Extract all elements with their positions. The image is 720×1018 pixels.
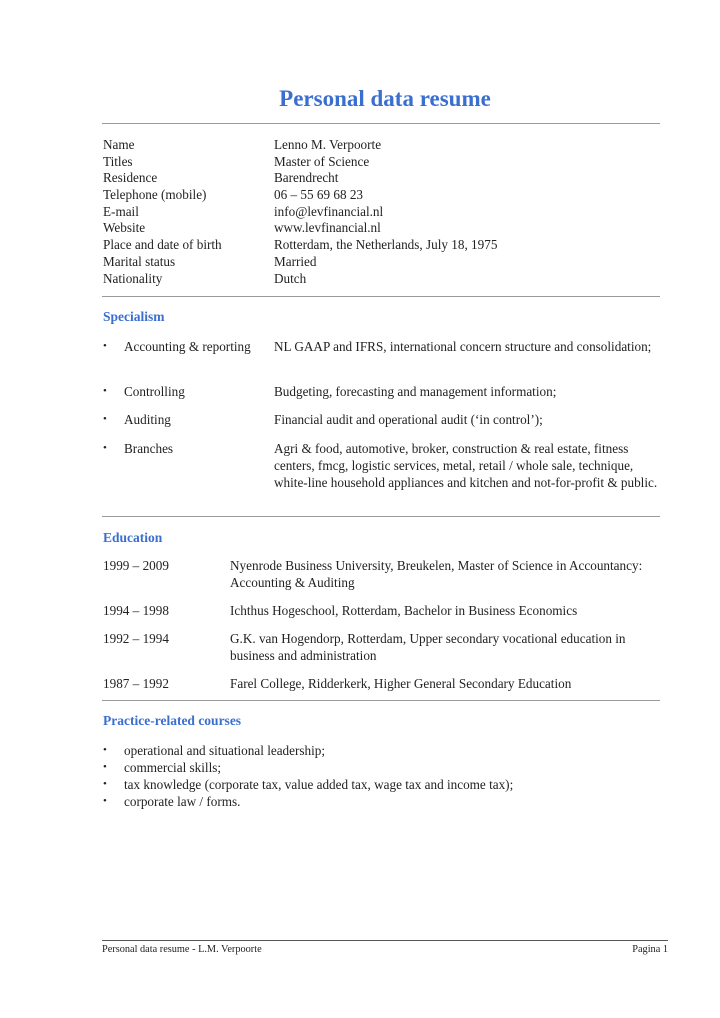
detail-row-marital-status	[103, 254, 497, 271]
personal-details	[103, 137, 497, 287]
course-text: operational and situational leadership;	[124, 743, 326, 758]
bullet-icon: •	[103, 778, 107, 790]
education-description: Nyenrode Business University, Breukelen, Master of Science in Accountancy: Accounting & Auditing	[230, 558, 643, 590]
course-item	[103, 793, 513, 810]
detail-value: www.levfinancial.nl	[274, 220, 381, 236]
detail-label: Website	[103, 220, 146, 236]
detail-row-website	[103, 220, 497, 237]
education-item	[103, 630, 663, 664]
detail-value: Married	[274, 253, 317, 269]
detail-label: Residence	[103, 170, 158, 186]
bullet-icon: •	[103, 413, 107, 425]
detail-row-birth	[103, 237, 497, 254]
specialism-description: Agri & food, automotive, broker, construction & real estate, fitness centers, fmcg, logistic services, metal, retail / whole sale, technique, white-line household appliances and kitchen and not-for-profit & public.	[274, 441, 658, 490]
page-number: Pagina 1	[632, 944, 668, 955]
specialism-item	[103, 383, 663, 400]
detail-value: Rotterdam, the Netherlands, July 18, 1975	[274, 237, 498, 253]
detail-value: Lenno M. Verpoorte	[274, 137, 382, 152]
bullet-icon: •	[103, 795, 107, 807]
education-period: 1994 – 1998	[103, 603, 169, 618]
course-text: tax knowledge (corporate tax, value added tax, wage tax and income tax);	[124, 777, 514, 792]
detail-label: Name	[103, 137, 135, 152]
bullet-icon: •	[103, 385, 107, 397]
courses-list	[103, 742, 513, 810]
detail-label: Marital status	[103, 253, 176, 269]
footer-document-label: Personal data resume - L.M. Verpoorte	[102, 944, 262, 955]
education-description: Farel College, Ridderkerk, Higher General Secondary Education	[230, 676, 572, 691]
personal-divider	[102, 296, 660, 297]
education-heading: Education	[103, 530, 163, 545]
detail-value: Dutch	[274, 270, 307, 286]
specialism-heading: Specialism	[103, 309, 165, 324]
course-text: corporate law / forms.	[124, 794, 241, 809]
specialism-label: Auditing	[124, 412, 171, 427]
education-description: G.K. van Hogendorp, Rotterdam, Upper secondary vocational education in business and administration	[230, 631, 626, 663]
education-period: 1992 – 1994	[103, 631, 169, 646]
detail-label: Titles	[103, 153, 133, 169]
specialism-label: Branches	[124, 441, 174, 456]
education-description: Ichthus Hogeschool, Rotterdam, Bachelor in Business Economics	[230, 603, 578, 618]
detail-row-telephone	[103, 187, 497, 204]
bullet-icon: •	[103, 442, 107, 454]
page-footer	[102, 944, 668, 955]
detail-value: Barendrecht	[274, 170, 339, 186]
bullet-icon: •	[103, 340, 107, 352]
course-text: commercial skills;	[124, 760, 222, 775]
courses-heading: Practice-related courses	[103, 713, 242, 728]
detail-row-residence	[103, 170, 497, 187]
detail-value: Master of Science	[274, 153, 370, 169]
document-title: Personal data resume	[279, 86, 491, 111]
detail-label: Place and date of birth	[103, 237, 222, 253]
bullet-icon: •	[103, 761, 107, 773]
detail-row-email	[103, 204, 497, 221]
specialism-divider	[102, 516, 660, 517]
specialism-label: Accounting & reporting	[124, 339, 251, 354]
specialism-item	[103, 411, 663, 428]
education-item	[103, 675, 663, 692]
specialism-item	[103, 440, 663, 491]
detail-label: E-mail	[103, 203, 139, 219]
title-divider	[102, 123, 660, 124]
specialism-item	[103, 338, 663, 355]
detail-row-name	[103, 137, 497, 154]
bullet-icon: •	[103, 744, 107, 756]
education-divider	[102, 700, 660, 701]
detail-label: Nationality	[103, 270, 163, 286]
detail-value: 06 – 55 69 68 23	[274, 187, 364, 203]
detail-row-titles	[103, 154, 497, 171]
specialism-description: Financial audit and operational audit (‘in control’);	[274, 412, 543, 427]
detail-row-nationality	[103, 271, 497, 288]
detail-value: info@levfinancial.nl	[274, 203, 384, 219]
detail-label: Telephone (mobile)	[103, 187, 207, 203]
specialism-description: NL GAAP and IFRS, international concern structure and consolidation;	[274, 339, 652, 354]
footer-divider	[102, 940, 668, 941]
education-item	[103, 557, 663, 591]
specialism-description: Budgeting, forecasting and management information;	[274, 384, 557, 399]
specialism-label: Controlling	[124, 384, 185, 399]
education-period: 1987 – 1992	[103, 676, 169, 691]
education-period: 1999 – 2009	[103, 558, 169, 573]
course-item	[103, 759, 513, 776]
education-item	[103, 602, 663, 619]
course-item	[103, 776, 513, 793]
course-item	[103, 742, 513, 759]
